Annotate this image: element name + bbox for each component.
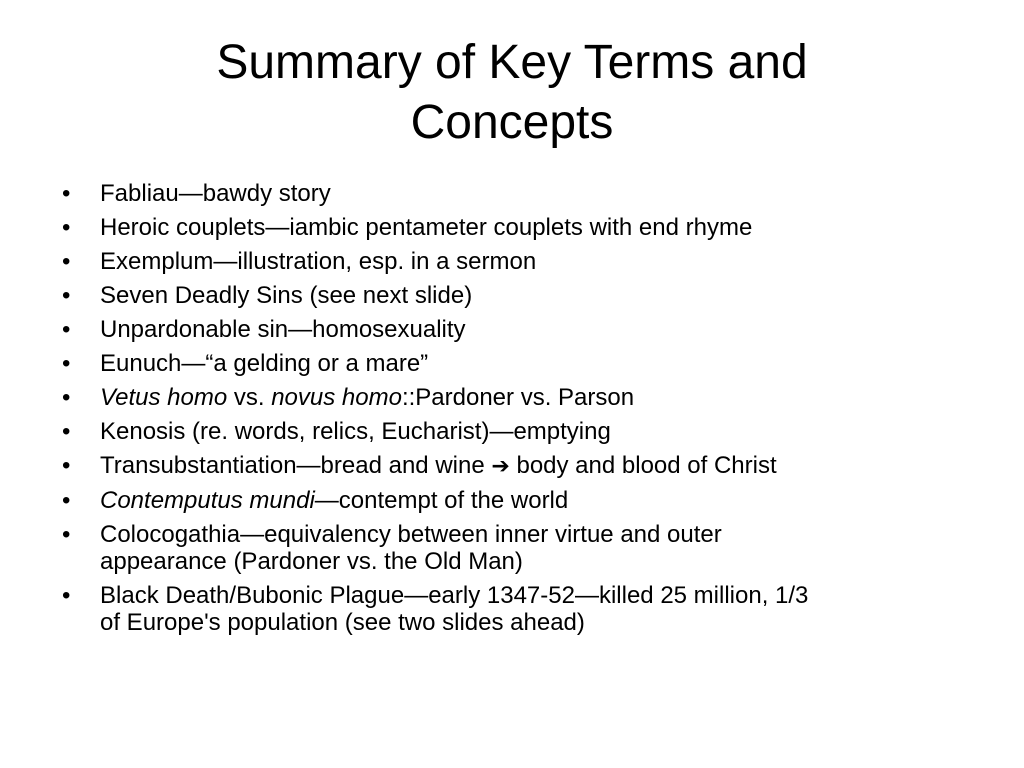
bullet-item-fabliau <box>62 180 962 207</box>
bullet-item-vetus-homo <box>62 384 962 411</box>
bullet-text: Kenosis (re. words, relics, Eucharist)—emptying <box>100 418 611 445</box>
right-arrow-icon: ➔ <box>491 454 510 479</box>
bullet-text: ::Pardoner vs. Parson <box>401 384 635 411</box>
bullet-text: Transubstantiation—bread and wine <box>100 452 492 479</box>
bullet-item-contemputus-mundi <box>62 487 962 514</box>
bullet-text: Eunuch—“a gelding or a mare” <box>100 350 429 377</box>
bullet-dot: • <box>62 487 71 514</box>
bullet-text: Fabliau—bawdy story <box>100 180 331 207</box>
bullet-dot: • <box>62 248 71 275</box>
bullet-text-italic: Contemputus mundi <box>100 487 315 514</box>
bullet-dot: • <box>62 521 71 548</box>
bullet-text-italic: novus homo <box>271 384 402 411</box>
bullet-text-line-1: Black Death/Bubonic Plague—early 1347-52—killed 25 million, 1/3 <box>100 582 809 609</box>
bullet-item-exemplum <box>62 248 962 275</box>
slide-title-line-2: Concepts <box>410 96 614 149</box>
bullet-dot: • <box>62 180 71 207</box>
bullet-item-transubstantiation <box>62 452 962 480</box>
bullet-item-eunuch <box>62 350 962 377</box>
bullet-text-line-1: Colocogathia—equivalency between inner virtue and outer <box>100 521 722 548</box>
slide-title-line-1: Summary of Key Terms and <box>216 36 808 89</box>
bullet-text: vs. <box>227 384 272 411</box>
bullet-text-italic: Vetus homo <box>100 384 228 411</box>
bullet-text: —contempt of the world <box>314 487 569 514</box>
bullet-dot: • <box>62 418 71 445</box>
bullet-text: Unpardonable sin—homosexuality <box>100 316 466 343</box>
bullet-item-colocogathia <box>62 521 962 575</box>
slide-title <box>100 33 924 153</box>
bullet-text: Heroic couplets—iambic pentameter couplets with end rhyme <box>100 214 753 241</box>
bullet-item-kenosis <box>62 418 962 445</box>
bullet-item-black-death <box>62 582 962 636</box>
bullet-text: Seven Deadly Sins (see next slide) <box>100 282 473 309</box>
bullet-item-unpardonable-sin <box>62 316 962 343</box>
bullet-text: body and blood of Christ <box>509 452 777 479</box>
bullet-text: Exemplum—illustration, esp. in a sermon <box>100 248 537 275</box>
bullet-dot: • <box>62 214 71 241</box>
bullet-list <box>62 180 962 643</box>
bullet-text-line-2: of Europe's population (see two slides ahead) <box>100 609 585 636</box>
bullet-dot: • <box>62 282 71 309</box>
bullet-item-heroic-couplets <box>62 214 962 241</box>
bullet-dot: • <box>62 316 71 343</box>
bullet-dot: • <box>62 452 71 479</box>
bullet-item-seven-deadly-sins <box>62 282 962 309</box>
bullet-dot: • <box>62 582 71 609</box>
bullet-dot: • <box>62 350 71 377</box>
bullet-dot: • <box>62 384 71 411</box>
bullet-text-line-2: appearance (Pardoner vs. the Old Man) <box>100 548 523 575</box>
